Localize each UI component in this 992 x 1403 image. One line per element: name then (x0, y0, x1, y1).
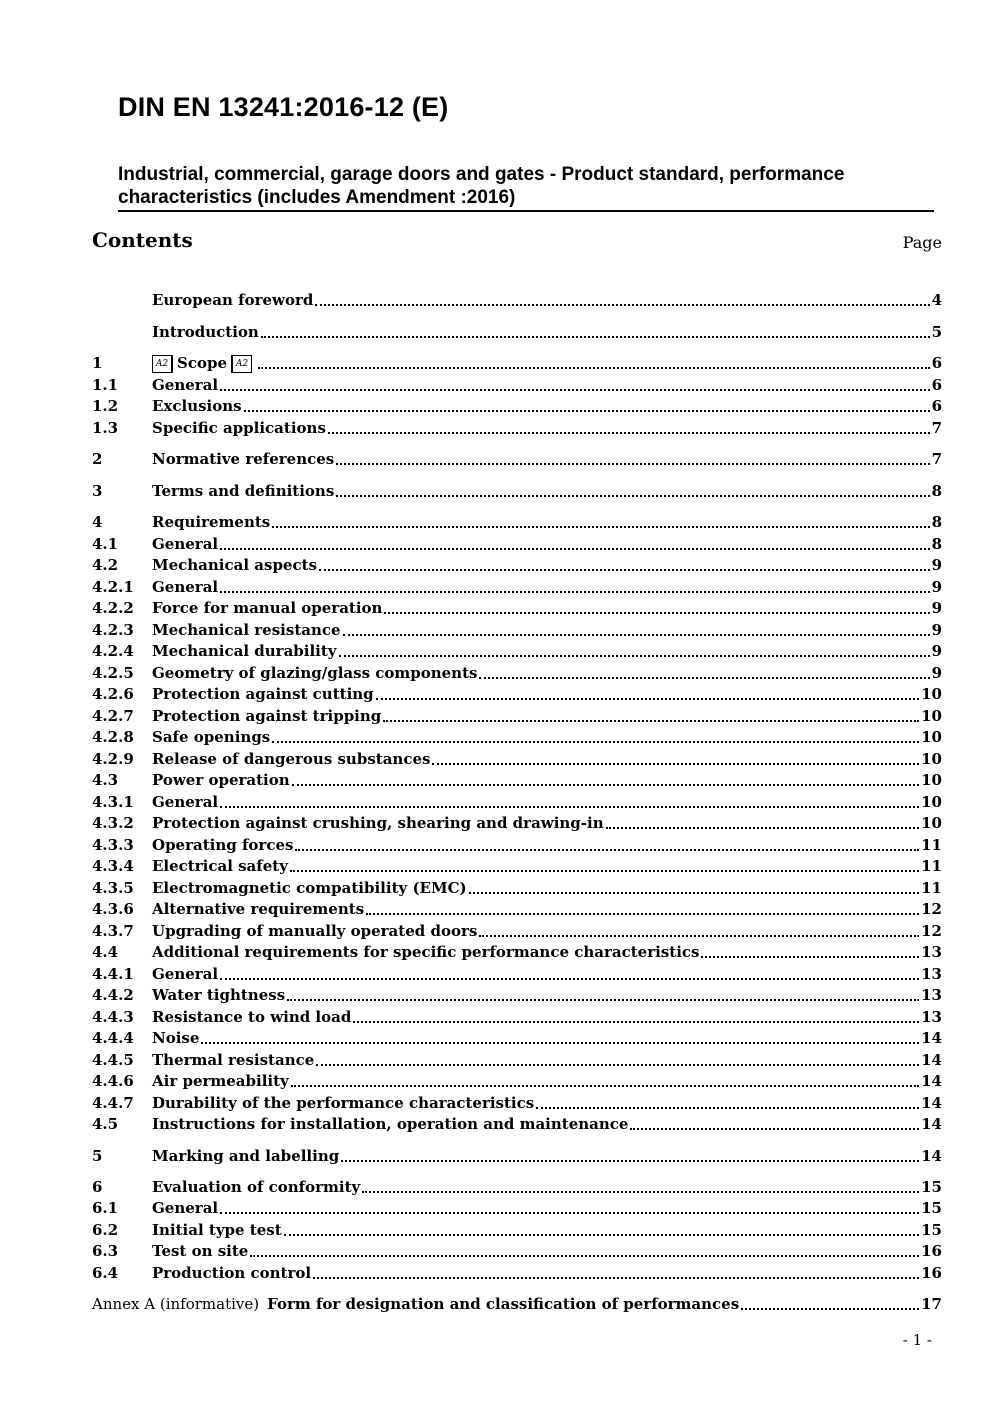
toc-title: Requirements (152, 513, 271, 531)
toc-number: 4.2.2 (92, 599, 134, 617)
toc-number: 4.3.2 (92, 814, 134, 832)
toc-page: 10 (921, 707, 942, 725)
toc-dot-leader (291, 1084, 919, 1087)
toc-page: 16 (921, 1264, 942, 1282)
toc-title: Upgrading of manually operated doors (152, 922, 478, 940)
toc-row[interactable] (92, 1146, 942, 1167)
document-id: DIN EN 13241:2016-12 (E) (118, 92, 449, 122)
toc-dot-leader (295, 848, 919, 851)
toc-row[interactable] (92, 727, 942, 748)
annex-page: 17 (921, 1295, 942, 1313)
toc-number: 4.4.7 (92, 1094, 134, 1112)
toc-number: 4.4.5 (92, 1051, 134, 1069)
toc-title: Geometry of glazing/glass components (152, 664, 478, 682)
toc-number: 4.2.1 (92, 578, 134, 596)
toc-dot-leader (220, 977, 919, 980)
toc-number: 4.3.7 (92, 922, 134, 940)
toc-title: Force for manual operation (152, 599, 383, 617)
toc-row[interactable] (92, 1007, 942, 1028)
toc-dot-leader (479, 934, 919, 937)
toc-row[interactable] (92, 1220, 942, 1241)
toc-title: General (152, 1199, 219, 1217)
toc-title: General (152, 376, 219, 394)
toc-number: 6.1 (92, 1199, 119, 1217)
toc-number: 1.1 (92, 376, 119, 394)
toc-page: 6 (931, 397, 942, 415)
toc-page: 11 (921, 836, 942, 854)
toc-title: Noise (152, 1029, 200, 1047)
toc-title: General (152, 793, 219, 811)
toc-row[interactable] (92, 1028, 942, 1049)
toc-title: Introduction (152, 323, 259, 341)
toc-number: 4 (92, 513, 103, 531)
toc-row[interactable] (92, 1093, 942, 1114)
toc-title: Mechanical resistance (152, 621, 341, 639)
toc-number: 4.4.2 (92, 986, 134, 1004)
toc-page: 12 (921, 922, 942, 940)
toc-page: 13 (921, 986, 942, 1004)
toc-dot-leader (336, 462, 929, 465)
toc-dot-leader (339, 654, 930, 657)
toc-row[interactable] (92, 964, 942, 985)
toc-page: 10 (921, 793, 942, 811)
toc-row[interactable] (92, 1050, 942, 1071)
toc-number: 4.3.6 (92, 900, 134, 918)
toc-number: 4.2.3 (92, 621, 134, 639)
toc-dot-leader (479, 676, 929, 679)
amendment-end-icon: A2 (231, 355, 252, 373)
toc-page: 15 (921, 1199, 942, 1217)
toc-page: 8 (931, 535, 942, 553)
toc-number: 3 (92, 482, 103, 500)
toc-row-annex-a[interactable] (92, 1294, 942, 1315)
toc-number: 4.4.6 (92, 1072, 134, 1090)
toc-page: 9 (931, 556, 942, 574)
toc-row[interactable] (92, 856, 942, 877)
toc-number: 4.3.4 (92, 857, 134, 875)
toc-dot-leader (353, 1020, 919, 1023)
toc-dot-leader (261, 335, 930, 338)
toc-row[interactable] (92, 878, 942, 899)
toc-dot-leader (290, 869, 919, 872)
toc-title-text: Scope (177, 354, 228, 372)
toc-dot-leader (469, 891, 920, 894)
toc-number: 2 (92, 450, 103, 468)
toc-title: Test on site (152, 1242, 249, 1260)
toc-row[interactable] (92, 418, 942, 439)
toc-number: 4.1 (92, 535, 119, 553)
page-column-label: Page (902, 233, 942, 252)
toc-page: 11 (921, 857, 942, 875)
toc-title: Initial type test (152, 1221, 282, 1239)
toc-dot-leader (220, 590, 929, 593)
toc-title: General (152, 535, 219, 553)
toc-row[interactable] (92, 598, 942, 619)
toc-title: Air permeability (152, 1072, 289, 1090)
toc-row[interactable] (92, 1198, 942, 1219)
toc-number: 6.2 (92, 1221, 119, 1239)
toc-page: 12 (921, 900, 942, 918)
toc-page: 8 (931, 482, 942, 500)
toc-title: Thermal resistance (152, 1051, 315, 1069)
toc-page: 10 (921, 750, 942, 768)
toc-title: Electromagnetic compatibility (EMC) (152, 879, 467, 897)
toc-dot-leader (220, 388, 929, 391)
toc-dot-leader (292, 783, 919, 786)
toc-dot-leader (287, 998, 919, 1001)
toc-number: 4.3.3 (92, 836, 134, 854)
toc-number: 1.3 (92, 419, 119, 437)
toc-number: 4.4 (92, 943, 119, 961)
toc-page: 14 (921, 1029, 942, 1047)
toc-title: General (152, 965, 219, 983)
toc-row[interactable] (92, 813, 942, 834)
toc-page: 15 (921, 1178, 942, 1196)
contents-heading: Contents (92, 228, 193, 252)
toc-page: 7 (931, 450, 942, 468)
toc-title: Release of dangerous substances (152, 750, 431, 768)
toc-title: General (152, 578, 219, 596)
toc-number: 4.2.4 (92, 642, 134, 660)
toc-number: 1.2 (92, 397, 119, 415)
toc-page: 15 (921, 1221, 942, 1239)
toc-row[interactable] (92, 641, 942, 662)
toc-number: 4.3.1 (92, 793, 134, 811)
toc-title: Safe openings (152, 728, 271, 746)
toc-title: Protection against tripping (152, 707, 382, 725)
toc-page: 9 (931, 599, 942, 617)
annex-title: Form for designation and classification of performances (267, 1295, 740, 1313)
toc-page: 6 (931, 354, 942, 372)
toc-page: 5 (931, 323, 942, 341)
toc-dot-leader (244, 409, 930, 412)
toc-page: 14 (921, 1147, 942, 1165)
toc-dot-leader (313, 1276, 919, 1279)
toc-title: European foreword (152, 291, 314, 309)
toc-row[interactable] (92, 1241, 942, 1262)
toc-title: Instructions for installation, operation and maintenance (152, 1115, 629, 1133)
toc-title: Protection against cutting (152, 685, 374, 703)
toc-dot-leader (376, 697, 919, 700)
toc-row[interactable] (92, 770, 942, 791)
toc-row[interactable] (92, 985, 942, 1006)
toc-number: 4.4.1 (92, 965, 134, 983)
toc-row[interactable] (92, 290, 942, 311)
toc-page: 13 (921, 1008, 942, 1026)
toc-dot-leader (362, 1190, 919, 1193)
document-title: Industrial, commercial, garage doors and gates - Product standard, performance characteristics (includes Amendment :2016) (118, 164, 845, 208)
toc-title: Mechanical aspects (152, 556, 317, 574)
toc-number: 6.4 (92, 1264, 119, 1282)
toc-title: Alternative requirements (152, 900, 365, 918)
amendment-start-icon: A2 (152, 355, 173, 373)
toc-page: 8 (931, 513, 942, 531)
toc-dot-leader (606, 826, 920, 829)
toc-page: 13 (921, 965, 942, 983)
toc-dot-leader (328, 431, 930, 434)
annex-label: Annex A (informative) (92, 1295, 260, 1313)
toc-row[interactable] (92, 1071, 942, 1092)
toc-row[interactable] (92, 942, 942, 963)
toc-page: 9 (931, 664, 942, 682)
toc-title: Mechanical durability (152, 642, 337, 660)
toc-number: 4.3 (92, 771, 119, 789)
toc-row[interactable] (92, 1263, 942, 1284)
toc-title: Durability of the performance characteristics (152, 1094, 535, 1112)
toc-dot-leader (201, 1041, 919, 1044)
toc-page: 10 (921, 814, 942, 832)
toc-page: 10 (921, 685, 942, 703)
toc-dot-leader (536, 1106, 919, 1109)
toc-page: 9 (931, 621, 942, 639)
toc-number: 4.2.6 (92, 685, 134, 703)
toc-row[interactable] (92, 899, 942, 920)
toc-dot-leader (315, 303, 929, 306)
toc-row[interactable] (92, 375, 942, 396)
toc-title: Specific applications (152, 419, 326, 437)
toc-row[interactable] (92, 792, 942, 813)
toc-row[interactable] (92, 835, 942, 856)
toc-dot-leader (384, 611, 929, 614)
toc-page: 14 (921, 1051, 942, 1069)
toc-number: 1 (92, 354, 103, 372)
toc-page: 14 (921, 1072, 942, 1090)
toc-number: 4.5 (92, 1115, 119, 1133)
toc-page: 10 (921, 771, 942, 789)
toc-dot-leader (316, 1063, 919, 1066)
toc-row[interactable] (92, 449, 942, 470)
toc-page: 16 (921, 1242, 942, 1260)
toc-dot-leader (319, 568, 930, 571)
toc-page: 14 (921, 1094, 942, 1112)
toc-page: 6 (931, 376, 942, 394)
toc-row[interactable] (92, 353, 942, 374)
toc-number: 4.2 (92, 556, 119, 574)
toc-dot-leader (272, 740, 919, 743)
toc-title: Additional requirements for specific performance characteristics (152, 943, 700, 961)
toc-row[interactable] (92, 322, 942, 343)
toc-dot-leader (741, 1307, 919, 1310)
toc-row[interactable] (92, 921, 942, 942)
toc-row[interactable] (92, 684, 942, 705)
toc-title: Power operation (152, 771, 290, 789)
toc-number: 4.2.9 (92, 750, 134, 768)
toc-row[interactable] (92, 512, 942, 533)
toc-row[interactable] (92, 1114, 942, 1135)
toc-row[interactable] (92, 577, 942, 598)
toc-dot-leader (336, 494, 929, 497)
toc-number: 6.3 (92, 1242, 119, 1260)
toc-number: 4.4.3 (92, 1008, 134, 1026)
toc-page: 10 (921, 728, 942, 746)
toc-title: Evaluation of conformity (152, 1178, 361, 1196)
toc-row[interactable] (92, 534, 942, 555)
toc-page: 7 (931, 419, 942, 437)
toc-dot-leader (341, 1159, 919, 1162)
toc-dot-leader (383, 719, 919, 722)
toc-title: Exclusions (152, 397, 242, 415)
toc-row[interactable] (92, 396, 942, 417)
toc-dot-leader (220, 547, 929, 550)
toc-dot-leader (250, 1254, 919, 1257)
toc-row[interactable] (92, 1177, 942, 1198)
toc-dot-leader (220, 805, 919, 808)
toc-number: 4.2.8 (92, 728, 134, 746)
toc-title: Operating forces (152, 836, 294, 854)
toc-page: 13 (921, 943, 942, 961)
toc-row[interactable] (92, 620, 942, 641)
toc-page: 11 (921, 879, 942, 897)
toc-title: Terms and definitions (152, 482, 335, 500)
toc-page: 4 (931, 291, 942, 309)
toc-row[interactable] (92, 481, 942, 502)
toc-title: Electrical safety (152, 857, 288, 875)
toc-dot-leader (272, 525, 929, 528)
toc-title: Production control (152, 1264, 312, 1282)
toc-title: Normative references (152, 450, 335, 468)
toc-title: Protection against crushing, shearing and drawing-in (152, 814, 604, 832)
toc-row[interactable] (92, 555, 942, 576)
toc-title: Resistance to wind load (152, 1008, 352, 1026)
title-rule (118, 210, 934, 212)
toc-title: Water tightness (152, 986, 286, 1004)
toc-dot-leader (366, 912, 919, 915)
toc-page: 14 (921, 1115, 942, 1133)
toc-row[interactable] (92, 663, 942, 684)
toc-number: 5 (92, 1147, 103, 1165)
toc-dot-leader (220, 1211, 919, 1214)
toc-row[interactable] (92, 706, 942, 727)
toc-title: Marking and labelling (152, 1147, 340, 1165)
toc-number: 6 (92, 1178, 103, 1196)
toc-dot-leader (258, 366, 930, 369)
toc-dot-leader (343, 633, 930, 636)
toc-row[interactable] (92, 749, 942, 770)
toc-title (152, 353, 256, 374)
toc-page: 9 (931, 578, 942, 596)
toc-dot-leader (432, 762, 919, 765)
toc-number: 4.4.4 (92, 1029, 134, 1047)
toc-number: 4.3.5 (92, 879, 134, 897)
toc-dot-leader (284, 1233, 919, 1236)
toc-number: 4.2.7 (92, 707, 134, 725)
toc-page: 9 (931, 642, 942, 660)
toc-dot-leader (701, 955, 919, 958)
page-number: - 1 - (902, 1331, 932, 1349)
toc-dot-leader (630, 1127, 919, 1130)
toc-number: 4.2.5 (92, 664, 134, 682)
